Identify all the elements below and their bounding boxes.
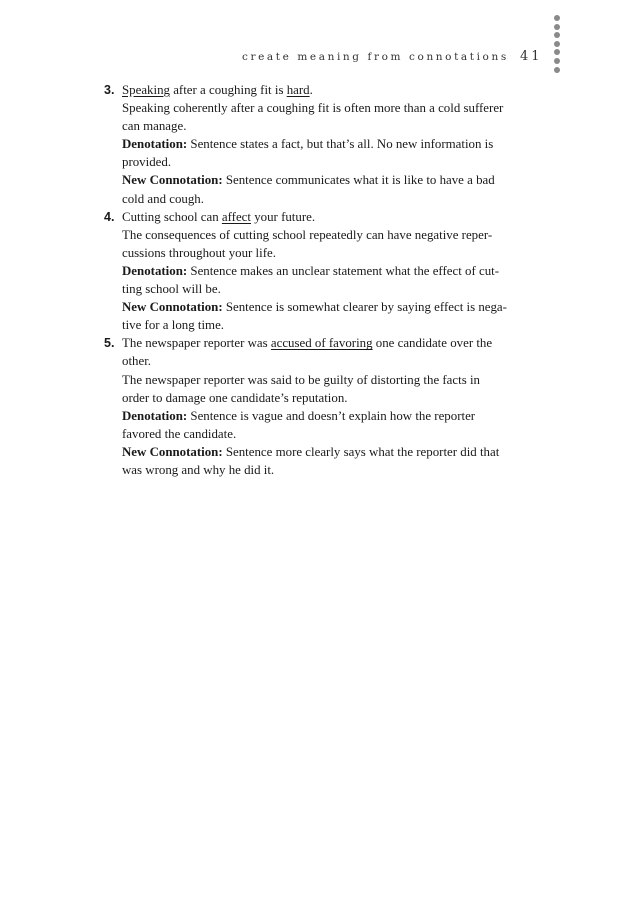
decorative-dots [554, 15, 562, 75]
list-item-4 [104, 208, 544, 335]
text: your future. [251, 209, 316, 224]
text: The newspaper reporter was [122, 336, 271, 351]
new-connotation [122, 298, 544, 316]
dot [554, 15, 560, 21]
denotation-label: Denotation: [122, 263, 188, 278]
underlined-phrase: accused of favoring [270, 336, 373, 351]
text: Sentence states a fact, but that’s all. No new information is [187, 137, 494, 152]
revised-sentence-cont: order to damage one candidate’s reputation. [122, 390, 348, 405]
dot [554, 58, 560, 64]
underlined-word: hard [286, 83, 310, 97]
revised-sentence: Speaking coherently after a coughing fit is often more than a cold sufferer [122, 101, 504, 116]
underlined-word: Speaking [122, 83, 170, 97]
revised-sentence: The consequences of cutting school repeatedly can have negative reper- [122, 227, 493, 242]
text: one candidate over the [372, 336, 493, 351]
list-item-5 [104, 334, 544, 479]
text: Sentence makes an unclear statement what the effect of cut- [187, 263, 500, 278]
new-connotation-cont: tive for a long time. [122, 318, 225, 333]
example-sentence [122, 81, 544, 99]
text: Sentence communicates what it is like to have a bad [222, 173, 495, 188]
new-connotation-cont: was wrong and why he did it. [122, 462, 275, 477]
denotation [122, 135, 544, 153]
page-number: 41 [520, 49, 543, 64]
dot [554, 67, 560, 73]
document-body [104, 81, 544, 479]
revised-sentence-cont: cussions throughout your life. [122, 245, 276, 260]
text: Cutting school can [122, 209, 222, 224]
dot [554, 24, 560, 30]
connotation-label: New Connotation: [122, 300, 223, 315]
running-head: create meaning from connotations [242, 51, 509, 63]
dot [554, 41, 560, 47]
text: Sentence more clearly says what the reporter did that [222, 444, 500, 459]
new-connotation [122, 171, 544, 189]
text: Sentence is somewhat clearer by saying effect is nega- [222, 300, 507, 315]
item-number: 4. [104, 209, 115, 224]
denotation-label: Denotation: [122, 137, 188, 152]
denotation-cont: ting school will be. [122, 282, 221, 297]
connotation-label: New Connotation: [122, 444, 223, 459]
underlined-word: affect [221, 209, 251, 224]
text: after a coughing fit is [169, 83, 287, 97]
list-item-3 [104, 81, 544, 208]
text: Sentence is vague and doesn’t explain how the reporter [187, 408, 476, 423]
page-header [0, 51, 638, 71]
new-connotation [122, 443, 544, 461]
example-sentence [122, 208, 544, 226]
text: . [309, 83, 313, 97]
dot [554, 32, 560, 38]
denotation [122, 407, 544, 425]
revised-sentence-cont: can manage. [122, 119, 187, 134]
revised-sentence: The newspaper reporter was said to be guilty of distorting the facts in [122, 372, 480, 387]
example-sentence-cont: other. [122, 354, 151, 369]
dot [554, 49, 560, 55]
denotation-cont: favored the candidate. [122, 426, 237, 441]
denotation [122, 262, 544, 280]
new-connotation-cont: cold and cough. [122, 191, 204, 206]
item-number: 5. [104, 336, 115, 351]
denotation-cont: provided. [122, 155, 172, 170]
item-number: 3. [104, 83, 115, 97]
denotation-label: Denotation: [122, 408, 188, 423]
example-sentence [122, 334, 544, 352]
connotation-label: New Connotation: [122, 173, 223, 188]
